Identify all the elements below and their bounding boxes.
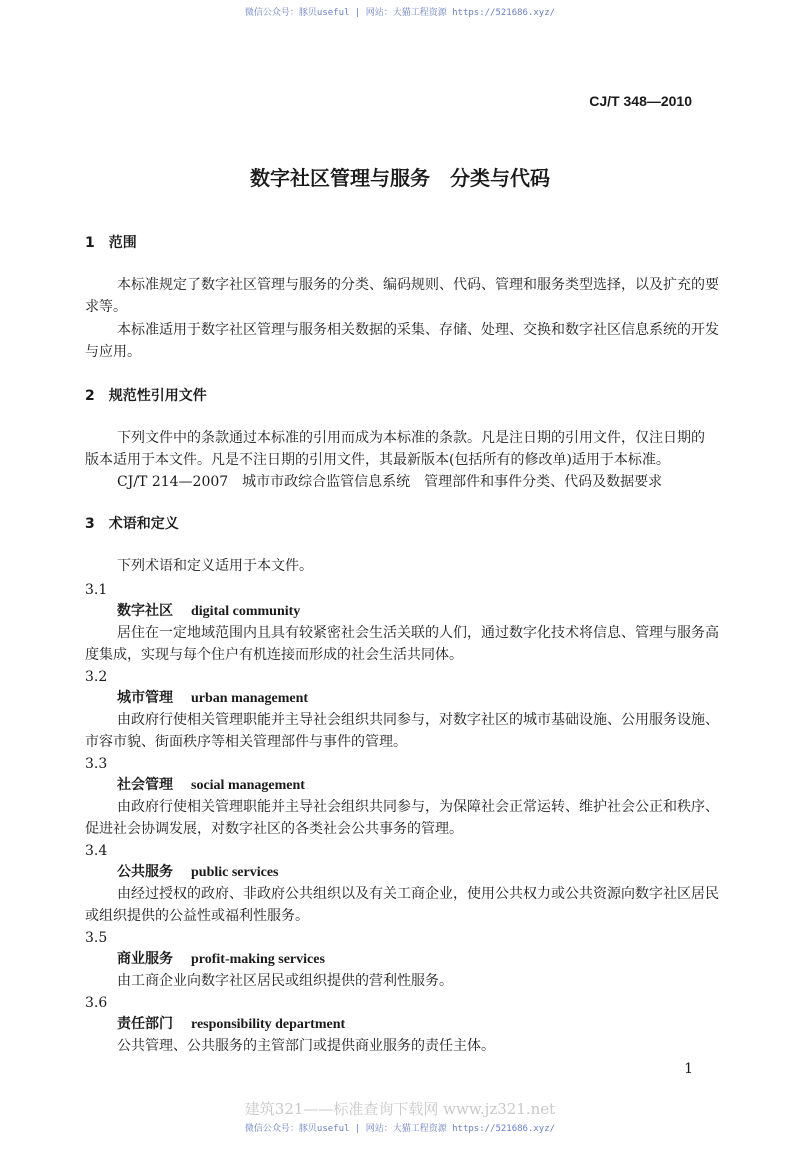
paragraph-line: 与应用。 xyxy=(85,344,141,360)
paragraph-line: 版本适用于本文件。凡是不注日期的引用文件，其最新版本(包括所有的修改单)适用于本标准。 xyxy=(85,452,670,468)
term-zh: 城市管理 xyxy=(117,690,173,706)
standard-number: CJ/T 348—2010 xyxy=(589,93,692,109)
paragraph-line: 本标准适用于数字社区管理与服务相关数据的采集、存储、处理、交换和数字社区信息系统的开发 xyxy=(117,322,719,338)
term-heading xyxy=(117,950,325,969)
page-title: 数字社区管理与服务 分类与代码 xyxy=(250,166,550,190)
section-heading: 2 规范性引用文件 xyxy=(85,388,207,404)
term-definition-line: 由政府行使相关管理职能并主导社会组织共同参与，对数字社区的城市基础设施、公用服务设施、 xyxy=(117,712,719,728)
term-heading xyxy=(117,602,300,621)
term-number: 3.2 xyxy=(85,669,108,685)
term-definition-line: 市容市貌、街面秩序等相关管理部件与事件的管理。 xyxy=(85,734,407,750)
term-heading xyxy=(117,689,308,708)
term-heading xyxy=(117,863,279,882)
term-zh: 公共服务 xyxy=(117,864,173,880)
term-definition-line: 由政府行使相关管理职能并主导社会组织共同参与，为保障社会正常运转、维护社会公正和秩序、 xyxy=(117,799,719,815)
term-en: digital community xyxy=(191,604,301,619)
term-zh: 责任部门 xyxy=(117,1016,173,1032)
section-heading: 3 术语和定义 xyxy=(85,516,179,532)
watermark-bottom-2: 微信公众号：豚贝useful | 网站：大猫工程资源 https://521686.xyz/ xyxy=(244,1124,556,1134)
term-zh: 社会管理 xyxy=(117,777,173,793)
term-definition-line: 公共管理、公共服务的主管部门或提供商业服务的责任主体。 xyxy=(117,1038,495,1054)
section-heading: 1 范围 xyxy=(85,235,137,251)
normative-reference: CJ/T 214—2007 城市市政综合监管信息系统 管理部件和事件分类、代码及数据要求 xyxy=(117,474,663,490)
watermark-bottom: 建筑321——标准查询下载网 www.jz321.net xyxy=(244,1100,556,1118)
term-number: 3.1 xyxy=(85,582,108,598)
paragraph-line: 下列术语和定义适用于本文件。 xyxy=(117,558,313,574)
paragraph-line: 本标准规定了数字社区管理与服务的分类、编码规则、代码、管理和服务类型选择，以及扩充的要 xyxy=(117,277,719,293)
term-zh: 商业服务 xyxy=(117,951,173,967)
term-definition-line: 由工商企业向数字社区居民或组织提供的营利性服务。 xyxy=(117,973,453,989)
term-heading xyxy=(117,1015,345,1034)
term-definition-line: 由经过授权的政府、非政府公共组织以及有关工商企业，使用公共权力或公共资源向数字社区居民 xyxy=(117,886,719,902)
term-zh: 数字社区 xyxy=(117,603,173,619)
watermark-top: 微信公众号：豚贝useful | 网站：大猫工程资源 https://521686.xyz/ xyxy=(244,8,556,18)
term-number: 3.6 xyxy=(85,995,108,1011)
paragraph-line: 下列文件中的条款通过本标准的引用而成为本标准的条款。凡是注日期的引用文件，仅注日期的 xyxy=(117,430,705,446)
term-number: 3.3 xyxy=(85,756,108,772)
term-number: 3.5 xyxy=(85,930,108,946)
term-en: social management xyxy=(191,778,305,793)
page-number: 1 xyxy=(684,1061,693,1077)
term-definition-line: 促进社会协调发展，对数字社区的各类社会公共事务的管理。 xyxy=(85,821,463,837)
term-en: profit-making services xyxy=(191,952,325,967)
term-en: public services xyxy=(191,865,279,880)
term-definition-line: 居住在一定地域范围内且具有较紧密社会生活关联的人们，通过数字化技术将信息、管理与服务高 xyxy=(117,625,719,641)
term-en: responsibility department xyxy=(191,1017,346,1032)
term-heading xyxy=(117,776,305,795)
paragraph-line: 求等。 xyxy=(85,299,127,315)
term-definition-line: 度集成，实现与每个住户有机连接而形成的社会生活共同体。 xyxy=(85,647,463,663)
term-definition-line: 或组织提供的公益性或福利性服务。 xyxy=(85,908,309,924)
term-number: 3.4 xyxy=(85,843,108,859)
term-en: urban management xyxy=(191,691,309,706)
